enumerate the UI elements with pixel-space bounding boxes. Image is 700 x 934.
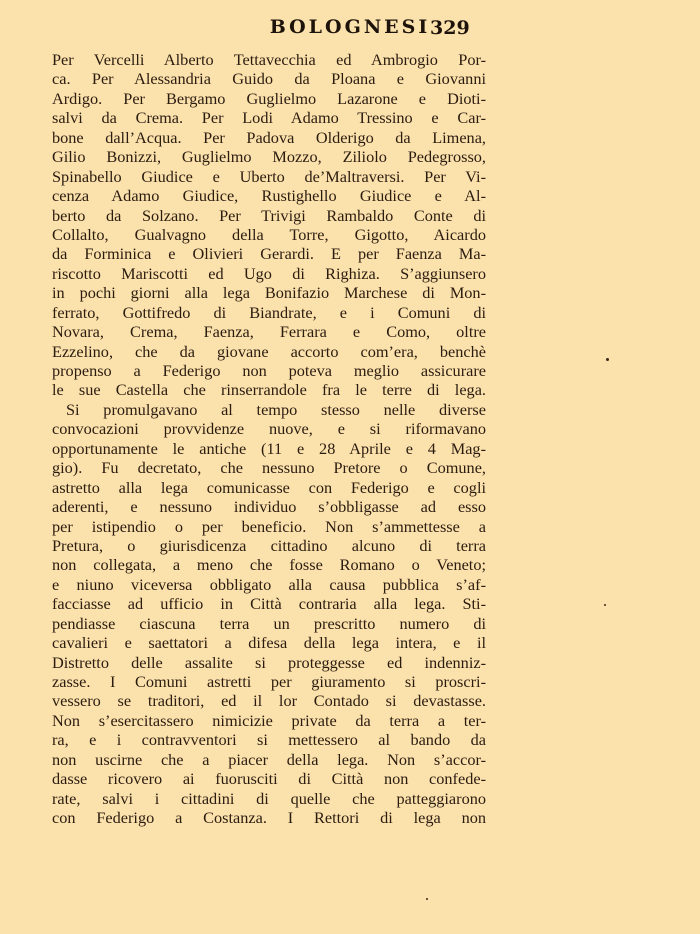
body-text (52, 50, 486, 828)
text-line: propenso a Federigo non poteva meglio assicurare (52, 361, 486, 380)
text-line: ca. Per Alessandria Guido da Ploana e Giovanni (52, 69, 486, 89)
ink-speck (604, 604, 606, 606)
text-line: non uscirne che a piacer della lega. Non s’accor- (52, 749, 486, 769)
text-line: Distretto delle assalite si proteggesse ed indenniz- (52, 652, 486, 672)
text-line: da Forminica e Olivieri Gerardi. E per Faenza Ma- (52, 244, 486, 264)
text-line: non collegata, a meno che fosse Romano o Veneto; (52, 555, 486, 575)
ink-speck (426, 898, 428, 900)
text-line: pendiasse ciascuna terra un prescritto numero di (52, 613, 486, 633)
text-line: per istipendio o per beneficio. Non s’ammettesse a (52, 516, 486, 536)
text-line: rate, salvi i cittadini di quelle che patteggiarono (52, 788, 486, 808)
text-line: facciasse ad ufficio in Città contraria alla lega. Sti- (52, 594, 486, 614)
text-line: Ardigo. Per Bergamo Guglielmo Lazarone e Dioti- (52, 88, 486, 108)
text-line: Gilio Bonizzi, Guglielmo Mozzo, Ziliolo Pedegrosso, (52, 147, 486, 167)
text-line: ra, e i contravventori si mettessero al bando da (52, 730, 486, 750)
text-line: riscotto Mariscotti ed Ugo di Righiza. S’aggiunsero (52, 263, 486, 283)
text-line: Novara, Crema, Faenza, Ferrara e Como, oltre (52, 322, 486, 342)
text-line-paragraph-start: Si promulgavano al tempo stesso nelle diverse (66, 399, 486, 419)
text-line: aderenti, e nessuno individuo s’obbligasse ad esso (52, 497, 486, 517)
text-line: opportunamente le antiche (11 e 28 Aprile e 4 Mag- (52, 438, 486, 458)
text-line: cavalieri e saettatori a difesa della lega intera, e il (52, 633, 486, 653)
text-line: Spinabello Giudice e Uberto de’Maltraversi. Per Vi- (52, 166, 486, 186)
text-line: in pochi giorni alla lega Bonifazio Marchese di Mon- (52, 283, 486, 303)
text-line: le sue Castella che rinserrandole fra le terre di lega. (52, 380, 486, 400)
text-line: cenza Adamo Giudice, Rustighello Giudice e Al- (52, 186, 486, 206)
text-line: e niuno viceversa obbligato alla causa pubblica s’af- (52, 574, 486, 594)
text-line: zasse. I Comuni astretti per giuramento si proscri- (52, 672, 486, 691)
text-line: dasse ricovero ai fuorusciti di Città non confede- (52, 769, 486, 789)
text-line: Pretura, o giurisdicenza cittadino alcuno di terra (52, 535, 486, 555)
text-line: ferrato, Gottifredo di Biandrate, e i Comuni di (52, 302, 486, 322)
text-line: Collalto, Gualvagno della Torre, Gigotto, Aicardo (52, 224, 486, 244)
text-line: bone dall’Acqua. Per Padova Olderigo da Limena, (52, 127, 486, 147)
text-line: Non s’esercitassero nimicizie private da terra a ter- (52, 710, 486, 730)
text-line: berto da Solzano. Per Trivigi Rambaldo Conte di (52, 205, 486, 225)
page-number: 329 (430, 17, 470, 39)
running-head-title: BOLOGNESI (269, 16, 431, 38)
text-line: con Federigo a Costanza. I Rettori di lega non (52, 808, 486, 828)
ink-speck (606, 358, 609, 361)
text-line: Ezzelino, che da giovane accorto com’era, benchè (52, 341, 486, 361)
text-line: gio). Fu decretato, che nessuno Pretore o Comune, (52, 458, 486, 478)
text-line: convocazioni provvidenze nuove, e si riformavano (52, 419, 486, 439)
text-line: Per Vercelli Alberto Tettavecchia ed Ambrogio Por- (52, 50, 486, 69)
text-line: astretto alla lega comunicasse con Federigo e cogli (52, 477, 486, 497)
text-line: salvi da Crema. Per Lodi Adamo Tressino e Car- (52, 108, 486, 128)
text-line: vessero se traditori, ed il lor Contado si devastasse. (52, 691, 486, 711)
